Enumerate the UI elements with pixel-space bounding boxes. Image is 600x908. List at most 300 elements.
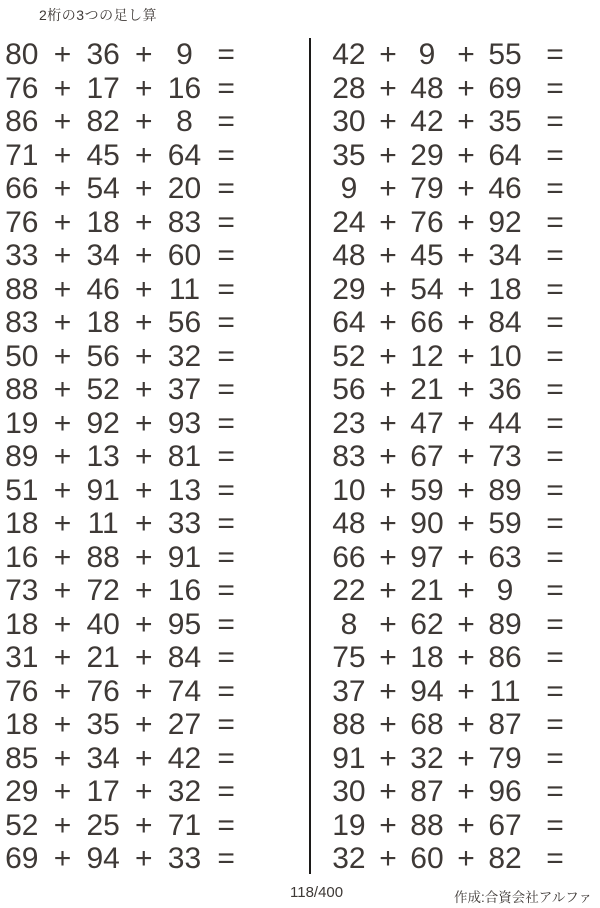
equals-sign: = bbox=[217, 574, 235, 607]
operand-1: 29 bbox=[5, 775, 39, 808]
operand-3: 89 bbox=[488, 473, 522, 507]
operand-1: 71 bbox=[5, 138, 39, 172]
problem-row bbox=[328, 775, 574, 809]
operand-2: 45 bbox=[86, 138, 120, 172]
equals-sign: = bbox=[217, 272, 235, 306]
plus-sign-2: + bbox=[457, 574, 475, 607]
operand-1: 48 bbox=[332, 507, 366, 540]
operand-1: 52 bbox=[332, 339, 366, 373]
operand-2: 48 bbox=[410, 71, 444, 105]
operand-2: 66 bbox=[410, 306, 444, 339]
plus-sign-1: + bbox=[53, 540, 72, 574]
plus-sign-1: + bbox=[379, 239, 397, 272]
plus-sign-1: + bbox=[379, 272, 397, 306]
problem-row bbox=[0, 675, 246, 709]
plus-sign-1: + bbox=[379, 71, 397, 105]
plus-sign-2: + bbox=[457, 607, 475, 641]
plus-sign-2: + bbox=[457, 339, 475, 373]
plus-sign-2: + bbox=[457, 540, 475, 574]
plus-sign-2: + bbox=[135, 674, 153, 708]
problem-row bbox=[0, 842, 246, 876]
operand-3: 37 bbox=[167, 373, 202, 406]
plus-sign-2: + bbox=[135, 38, 153, 71]
plus-sign-1: + bbox=[379, 808, 397, 842]
operand-1: 69 bbox=[5, 842, 39, 875]
plus-sign-2: + bbox=[457, 172, 475, 205]
problem-row bbox=[328, 206, 574, 240]
equals-sign: = bbox=[217, 540, 235, 574]
operand-1: 18 bbox=[5, 607, 39, 641]
plus-sign-1: + bbox=[53, 607, 72, 641]
equals-sign: = bbox=[217, 473, 235, 507]
operand-3: 81 bbox=[167, 440, 202, 473]
plus-sign-1: + bbox=[379, 574, 397, 607]
operand-2: 36 bbox=[86, 38, 120, 71]
plus-sign-1: + bbox=[53, 239, 72, 272]
operand-1: 29 bbox=[332, 272, 366, 306]
operand-2: 12 bbox=[410, 339, 444, 373]
operand-1: 19 bbox=[5, 406, 39, 440]
plus-sign-2: + bbox=[457, 473, 475, 507]
plus-sign-2: + bbox=[457, 239, 475, 272]
operand-2: 59 bbox=[410, 473, 444, 507]
operand-3: 71 bbox=[167, 808, 202, 842]
operand-2: 62 bbox=[410, 607, 444, 641]
plus-sign-2: + bbox=[457, 373, 475, 406]
operand-2: 13 bbox=[86, 440, 120, 473]
operand-1: 50 bbox=[5, 339, 39, 373]
operand-2: 54 bbox=[410, 272, 444, 306]
operand-2: 18 bbox=[86, 306, 120, 339]
operand-3: 9 bbox=[176, 38, 193, 71]
operand-1: 24 bbox=[332, 205, 366, 239]
operand-1: 56 bbox=[332, 373, 366, 406]
equals-sign: = bbox=[546, 373, 564, 406]
plus-sign-1: + bbox=[379, 138, 397, 172]
plus-sign-2: + bbox=[135, 708, 153, 741]
plus-sign-2: + bbox=[457, 674, 475, 708]
problem-row bbox=[328, 574, 574, 608]
plus-sign-1: + bbox=[53, 641, 72, 674]
equals-sign: = bbox=[546, 71, 564, 105]
problems-column-right bbox=[328, 38, 574, 876]
operand-1: 88 bbox=[5, 373, 39, 406]
problem-row bbox=[328, 273, 574, 307]
equals-sign: = bbox=[546, 808, 564, 842]
plus-sign-2: + bbox=[457, 306, 475, 339]
plus-sign-1: + bbox=[53, 507, 72, 540]
plus-sign-1: + bbox=[53, 808, 72, 842]
plus-sign-2: + bbox=[457, 842, 475, 875]
plus-sign-2: + bbox=[457, 205, 475, 239]
operand-3: 64 bbox=[488, 138, 522, 172]
operand-3: 55 bbox=[488, 38, 522, 71]
operand-3: 42 bbox=[167, 741, 202, 775]
problem-row bbox=[0, 306, 246, 340]
equals-sign: = bbox=[546, 339, 564, 373]
problem-row bbox=[0, 373, 246, 407]
operand-2: 68 bbox=[410, 708, 444, 741]
operand-1: 42 bbox=[332, 38, 366, 71]
page-title: 2桁の3つの足し算 bbox=[39, 7, 158, 23]
problem-row bbox=[328, 139, 574, 173]
operand-1: 51 bbox=[5, 473, 39, 507]
plus-sign-2: + bbox=[135, 306, 153, 339]
operand-1: 76 bbox=[5, 205, 39, 239]
equals-sign: = bbox=[217, 239, 235, 272]
plus-sign-1: + bbox=[53, 205, 72, 239]
plus-sign-2: + bbox=[135, 808, 153, 842]
equals-sign: = bbox=[217, 339, 235, 373]
operand-2: 21 bbox=[410, 373, 444, 406]
operand-3: 63 bbox=[488, 540, 522, 574]
operand-1: 8 bbox=[340, 607, 358, 641]
plus-sign-1: + bbox=[379, 641, 397, 674]
operand-3: 87 bbox=[488, 708, 522, 741]
problem-row bbox=[328, 340, 574, 374]
equals-sign: = bbox=[546, 674, 564, 708]
problem-row bbox=[0, 139, 246, 173]
equals-sign: = bbox=[217, 507, 235, 540]
operand-3: 67 bbox=[488, 808, 522, 842]
operand-2: 11 bbox=[87, 507, 119, 540]
problem-row bbox=[0, 273, 246, 307]
operand-1: 48 bbox=[332, 239, 366, 272]
operand-2: 18 bbox=[86, 205, 120, 239]
equals-sign: = bbox=[546, 574, 564, 607]
plus-sign-1: + bbox=[53, 272, 72, 306]
operand-1: 76 bbox=[5, 674, 39, 708]
equals-sign: = bbox=[217, 38, 235, 71]
problem-row bbox=[328, 842, 574, 876]
plus-sign-1: + bbox=[53, 440, 72, 473]
equals-sign: = bbox=[217, 205, 235, 239]
plus-sign-2: + bbox=[135, 71, 153, 105]
operand-3: 93 bbox=[167, 406, 202, 440]
operand-1: 37 bbox=[332, 674, 366, 708]
problem-row bbox=[0, 641, 246, 675]
operand-2: 72 bbox=[86, 574, 120, 607]
plus-sign-2: + bbox=[135, 239, 153, 272]
equals-sign: = bbox=[217, 105, 235, 138]
equals-sign: = bbox=[546, 406, 564, 440]
operand-1: 91 bbox=[332, 741, 366, 775]
operand-2: 17 bbox=[86, 775, 120, 808]
plus-sign-1: + bbox=[53, 708, 72, 741]
operand-2: 97 bbox=[410, 540, 444, 574]
operand-1: 19 bbox=[332, 808, 366, 842]
plus-sign-2: + bbox=[457, 138, 475, 172]
operand-2: 52 bbox=[86, 373, 120, 406]
plus-sign-2: + bbox=[457, 741, 475, 775]
operand-2: 34 bbox=[86, 239, 120, 272]
operand-3: 69 bbox=[488, 71, 522, 105]
operand-2: 76 bbox=[410, 205, 444, 239]
operand-1: 66 bbox=[5, 172, 39, 205]
operand-2: 42 bbox=[410, 105, 444, 138]
operand-2: 34 bbox=[86, 741, 120, 775]
equals-sign: = bbox=[546, 708, 564, 741]
problem-row bbox=[0, 742, 246, 776]
operand-1: 10 bbox=[332, 473, 366, 507]
plus-sign-1: + bbox=[53, 775, 72, 808]
problem-row bbox=[328, 541, 574, 575]
equals-sign: = bbox=[546, 138, 564, 172]
operand-1: 76 bbox=[5, 71, 39, 105]
plus-sign-1: + bbox=[379, 674, 397, 708]
operand-3: 16 bbox=[167, 71, 202, 105]
plus-sign-1: + bbox=[53, 842, 72, 875]
operand-1: 30 bbox=[332, 775, 366, 808]
operand-1: 32 bbox=[332, 842, 366, 875]
problem-row bbox=[328, 38, 574, 72]
plus-sign-2: + bbox=[135, 440, 153, 473]
equals-sign: = bbox=[546, 172, 564, 205]
plus-sign-1: + bbox=[379, 105, 397, 138]
problem-row bbox=[328, 72, 574, 106]
operand-2: 32 bbox=[410, 741, 444, 775]
plus-sign-1: + bbox=[53, 674, 72, 708]
equals-sign: = bbox=[546, 641, 564, 674]
operand-2: 47 bbox=[410, 406, 444, 440]
equals-sign: = bbox=[217, 406, 235, 440]
operand-2: 88 bbox=[86, 540, 120, 574]
operand-3: 33 bbox=[167, 842, 202, 875]
plus-sign-2: + bbox=[457, 641, 475, 674]
operand-2: 46 bbox=[86, 272, 120, 306]
plus-sign-2: + bbox=[135, 339, 153, 373]
operand-3: 8 bbox=[176, 105, 193, 138]
operand-2: 94 bbox=[86, 842, 120, 875]
operand-3: 86 bbox=[488, 641, 522, 674]
plus-sign-1: + bbox=[379, 741, 397, 775]
problem-row bbox=[0, 608, 246, 642]
problem-row bbox=[328, 641, 574, 675]
operand-2: 90 bbox=[410, 507, 444, 540]
plus-sign-1: + bbox=[53, 38, 72, 71]
equals-sign: = bbox=[546, 741, 564, 775]
problem-row bbox=[328, 105, 574, 139]
operand-1: 75 bbox=[332, 641, 366, 674]
equals-sign: = bbox=[546, 842, 564, 875]
problem-row bbox=[0, 440, 246, 474]
operand-1: 16 bbox=[5, 540, 39, 574]
plus-sign-2: + bbox=[457, 440, 475, 473]
plus-sign-1: + bbox=[53, 71, 72, 105]
operand-3: 84 bbox=[488, 306, 522, 339]
plus-sign-1: + bbox=[53, 473, 72, 507]
operand-1: 28 bbox=[332, 71, 366, 105]
equals-sign: = bbox=[546, 540, 564, 574]
plus-sign-2: + bbox=[457, 38, 475, 71]
operand-1: 9 bbox=[340, 172, 358, 205]
operand-1: 35 bbox=[332, 138, 366, 172]
operand-1: 83 bbox=[332, 440, 366, 473]
operand-2: 21 bbox=[86, 641, 120, 674]
problem-row bbox=[328, 474, 574, 508]
problem-row bbox=[0, 474, 246, 508]
operand-2: 35 bbox=[86, 708, 120, 741]
plus-sign-2: + bbox=[135, 473, 153, 507]
plus-sign-2: + bbox=[135, 641, 153, 674]
operand-2: 18 bbox=[410, 641, 444, 674]
plus-sign-1: + bbox=[379, 473, 397, 507]
plus-sign-2: + bbox=[135, 741, 153, 775]
equals-sign: = bbox=[217, 607, 235, 641]
operand-2: 92 bbox=[86, 406, 120, 440]
operand-3: 44 bbox=[488, 406, 522, 440]
equals-sign: = bbox=[546, 473, 564, 507]
operand-3: 13 bbox=[167, 473, 202, 507]
equals-sign: = bbox=[546, 239, 564, 272]
operand-1: 73 bbox=[5, 574, 39, 607]
plus-sign-1: + bbox=[379, 607, 397, 641]
operand-1: 89 bbox=[5, 440, 39, 473]
plus-sign-2: + bbox=[135, 540, 153, 574]
operand-2: 67 bbox=[410, 440, 444, 473]
operand-2: 79 bbox=[410, 172, 444, 205]
operand-3: 35 bbox=[488, 105, 522, 138]
operand-3: 74 bbox=[167, 674, 202, 708]
equals-sign: = bbox=[217, 71, 235, 105]
operand-1: 66 bbox=[332, 540, 366, 574]
operand-2: 54 bbox=[86, 172, 120, 205]
plus-sign-2: + bbox=[135, 373, 153, 406]
problem-row bbox=[328, 608, 574, 642]
equals-sign: = bbox=[546, 775, 564, 808]
problem-row bbox=[0, 407, 246, 441]
operand-3: 96 bbox=[488, 775, 522, 808]
equals-sign: = bbox=[217, 708, 235, 741]
operand-3: 92 bbox=[488, 205, 522, 239]
operand-2: 94 bbox=[410, 674, 444, 708]
equals-sign: = bbox=[546, 440, 564, 473]
plus-sign-2: + bbox=[135, 607, 153, 641]
operand-3: 10 bbox=[488, 339, 522, 373]
operand-1: 23 bbox=[332, 406, 366, 440]
problem-row bbox=[328, 809, 574, 843]
operand-3: 83 bbox=[167, 205, 202, 239]
operand-3: 56 bbox=[167, 306, 202, 339]
problem-row bbox=[0, 105, 246, 139]
problem-row bbox=[328, 708, 574, 742]
operand-1: 33 bbox=[5, 239, 39, 272]
operand-1: 85 bbox=[5, 741, 39, 775]
operand-3: 82 bbox=[488, 842, 522, 875]
operand-3: 27 bbox=[167, 708, 202, 741]
operand-3: 95 bbox=[167, 607, 202, 641]
problem-row bbox=[0, 574, 246, 608]
operand-3: 11 bbox=[489, 674, 521, 708]
equals-sign: = bbox=[217, 808, 235, 842]
problem-row bbox=[0, 206, 246, 240]
plus-sign-2: + bbox=[457, 71, 475, 105]
operand-1: 18 bbox=[5, 507, 39, 540]
plus-sign-1: + bbox=[53, 105, 72, 138]
operand-3: 91 bbox=[167, 540, 202, 574]
operand-2: 40 bbox=[86, 607, 120, 641]
plus-sign-2: + bbox=[457, 708, 475, 741]
equals-sign: = bbox=[217, 842, 235, 875]
operand-3: 9 bbox=[496, 574, 514, 607]
problem-row bbox=[328, 306, 574, 340]
problem-row bbox=[0, 38, 246, 72]
problem-row bbox=[0, 541, 246, 575]
plus-sign-2: + bbox=[135, 105, 153, 138]
operand-2: 29 bbox=[410, 138, 444, 172]
operand-1: 80 bbox=[5, 38, 39, 71]
plus-sign-1: + bbox=[379, 172, 397, 205]
plus-sign-2: + bbox=[135, 507, 153, 540]
operand-3: 79 bbox=[488, 741, 522, 775]
problem-row bbox=[328, 675, 574, 709]
equals-sign: = bbox=[217, 172, 235, 205]
operand-3: 11 bbox=[168, 272, 201, 306]
plus-sign-2: + bbox=[135, 574, 153, 607]
equals-sign: = bbox=[217, 138, 235, 172]
plus-sign-1: + bbox=[379, 339, 397, 373]
operand-2: 87 bbox=[410, 775, 444, 808]
problem-row bbox=[328, 440, 574, 474]
operand-2: 9 bbox=[418, 38, 436, 71]
equals-sign: = bbox=[217, 373, 235, 406]
plus-sign-2: + bbox=[457, 775, 475, 808]
operand-1: 64 bbox=[332, 306, 366, 339]
plus-sign-1: + bbox=[379, 306, 397, 339]
equals-sign: = bbox=[217, 440, 235, 473]
problem-row bbox=[0, 172, 246, 206]
operand-2: 60 bbox=[410, 842, 444, 875]
operand-1: 22 bbox=[332, 574, 366, 607]
plus-sign-2: + bbox=[457, 808, 475, 842]
operand-1: 83 bbox=[5, 306, 39, 339]
equals-sign: = bbox=[217, 741, 235, 775]
plus-sign-2: + bbox=[135, 272, 153, 306]
problems-column-left bbox=[0, 38, 246, 876]
operand-1: 30 bbox=[332, 105, 366, 138]
plus-sign-1: + bbox=[379, 38, 397, 71]
operand-3: 73 bbox=[488, 440, 522, 473]
operand-2: 91 bbox=[86, 473, 120, 507]
plus-sign-1: + bbox=[53, 406, 72, 440]
equals-sign: = bbox=[217, 641, 235, 674]
equals-sign: = bbox=[217, 306, 235, 339]
operand-3: 20 bbox=[167, 172, 202, 205]
column-divider bbox=[309, 38, 311, 874]
problem-row bbox=[328, 407, 574, 441]
plus-sign-1: + bbox=[379, 373, 397, 406]
operand-2: 17 bbox=[86, 71, 120, 105]
problem-row bbox=[328, 172, 574, 206]
plus-sign-1: + bbox=[53, 574, 72, 607]
operand-3: 33 bbox=[167, 507, 202, 540]
operand-3: 34 bbox=[488, 239, 522, 272]
plus-sign-2: + bbox=[135, 775, 153, 808]
problem-row bbox=[0, 72, 246, 106]
plus-sign-1: + bbox=[53, 339, 72, 373]
problem-row bbox=[328, 239, 574, 273]
operand-3: 32 bbox=[167, 339, 202, 373]
equals-sign: = bbox=[217, 775, 235, 808]
equals-sign: = bbox=[546, 272, 564, 306]
equals-sign: = bbox=[546, 607, 564, 641]
plus-sign-1: + bbox=[53, 306, 72, 339]
operand-2: 45 bbox=[410, 239, 444, 272]
plus-sign-1: + bbox=[379, 440, 397, 473]
problem-row bbox=[0, 809, 246, 843]
operand-1: 52 bbox=[5, 808, 39, 842]
problem-row bbox=[0, 507, 246, 541]
